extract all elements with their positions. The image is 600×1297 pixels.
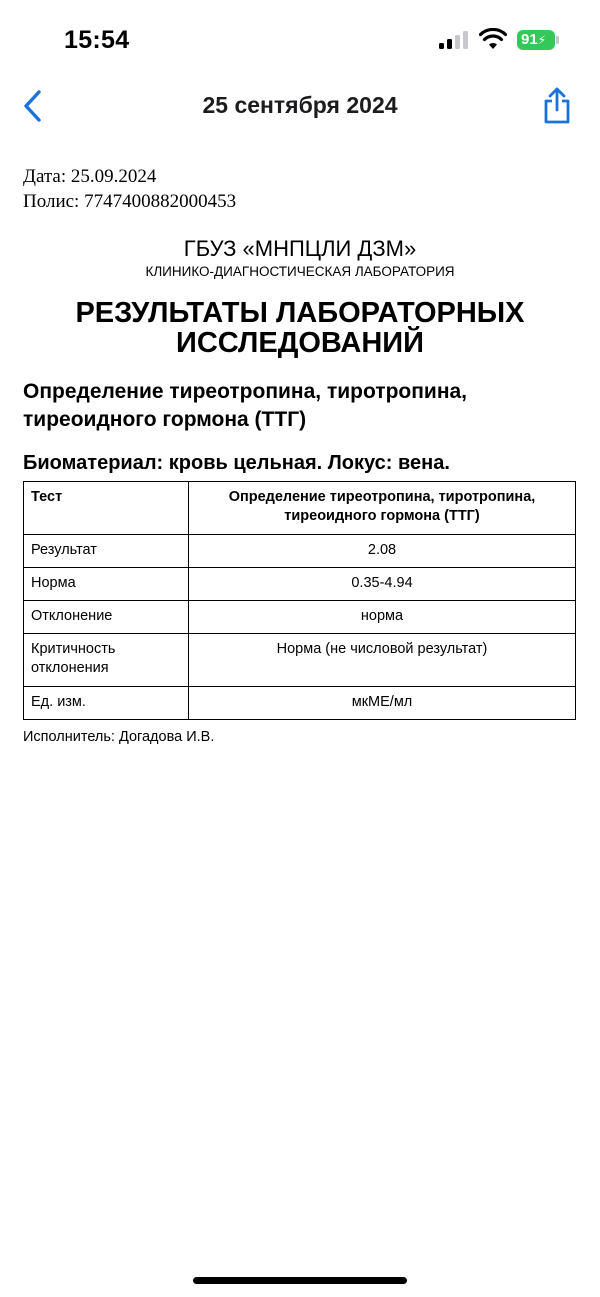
- organization-name: ГБУЗ «МНПЦЛИ ДЗМ»: [183, 236, 417, 261]
- table-row-unit: [24, 687, 576, 720]
- table-header-value: Определение тиреотропина, тиротропина, тиреоидного гормона (ТТГ): [189, 482, 576, 535]
- wifi-icon: [479, 28, 507, 50]
- test-name: Определение тиреотропина, тиротропина, тиреоидного гормона (ТТГ): [23, 380, 468, 431]
- status-time: 15:54: [64, 26, 130, 54]
- table-cell-label: Ед. изм.: [24, 687, 189, 720]
- organization-subtitle: КЛИНИКО-ДИАГНОСТИЧЕСКАЯ ЛАБОРАТОРИЯ: [145, 264, 455, 279]
- performer-info: Исполнитель: Догадова И.В.: [23, 729, 215, 745]
- table-cell-value: 2.08: [189, 535, 576, 568]
- table-cell-label: Отклонение: [24, 601, 189, 634]
- table-row-deviation: [24, 601, 576, 634]
- battery-level: 91: [521, 31, 538, 48]
- battery-tip: [556, 36, 559, 44]
- table-cell-value: норма: [189, 601, 576, 634]
- table-row-criticality: [24, 634, 576, 687]
- table-cell-value: 0.35-4.94: [189, 568, 576, 601]
- biomaterial-info: Биоматериал: кровь цельная. Локус: вена.: [23, 452, 450, 474]
- table-row-result: [24, 535, 576, 568]
- document-title: РЕЗУЛЬТАТЫ ЛАБОРАТОРНЫХ ИССЛЕДОВАНИЙ: [75, 297, 525, 359]
- results-table: [23, 481, 576, 720]
- table-cell-label: Норма: [24, 568, 189, 601]
- document-date: Дата: 25.09.2024: [23, 166, 157, 187]
- document-policy: Полис: 7747400882000453: [23, 191, 237, 212]
- home-indicator[interactable]: [193, 1277, 407, 1284]
- battery-icon: [517, 30, 555, 50]
- table-header-label: Тест: [24, 482, 189, 535]
- charging-bolt-icon: ⚡: [537, 33, 547, 47]
- table-header-row: [24, 482, 576, 535]
- table-cell-value: Норма (не числовой результат): [189, 634, 576, 687]
- cellular-signal-icon: [439, 31, 469, 49]
- table-cell-label: Критичность отклонения: [24, 634, 189, 687]
- table-row-norm: [24, 568, 576, 601]
- share-icon[interactable]: [540, 86, 574, 126]
- nav-title: 25 сентября 2024: [202, 92, 398, 118]
- table-cell-value: мкМЕ/мл: [189, 687, 576, 720]
- table-cell-label: Результат: [24, 535, 189, 568]
